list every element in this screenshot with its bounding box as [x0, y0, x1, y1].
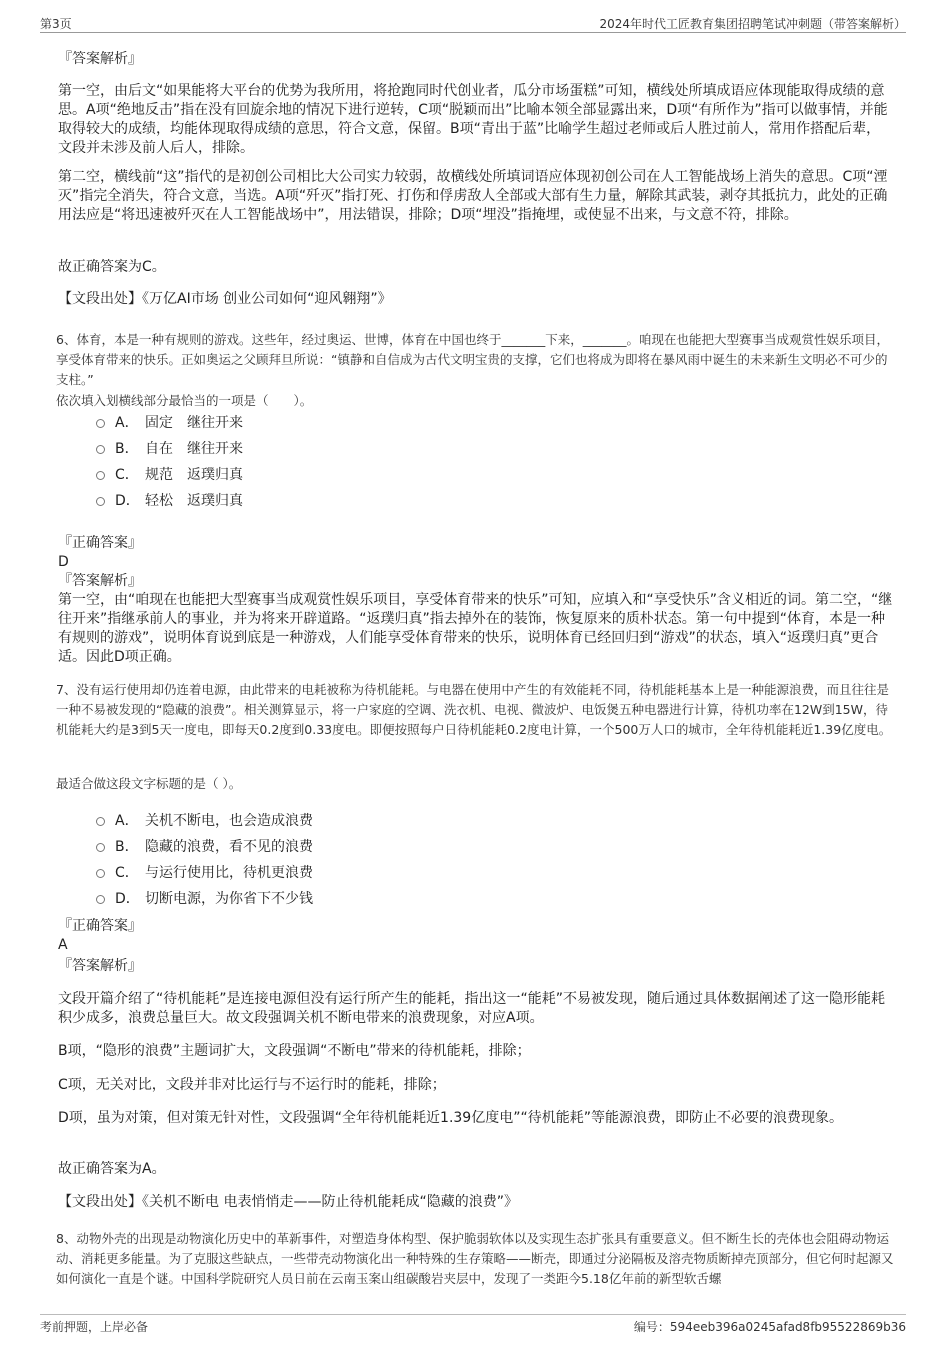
option-d[interactable]: D． 切断电源，为你省下不少钱 [96, 886, 313, 912]
analysis-paragraph: B项，“隐形的浪费”主题词扩大，文段强调“不断电”带来的待机能耗，排除； [58, 1043, 531, 1059]
correct-answer-label: 『正确答案』 [58, 918, 142, 934]
option-b[interactable]: B． 隐藏的浪费，看不见的浪费 [96, 834, 313, 860]
analysis-paragraph: D项，虽为对策，但对策无针对性，文段强调“全年待机能耗近1.39亿度电”“待机能耗”等能源浪费，即防止不必要的浪费现象。 [58, 1110, 843, 1126]
page-footer [40, 1314, 906, 1334]
option-c[interactable]: C． 与运行使用比，待机更浪费 [96, 860, 313, 886]
source-citation: 【文段出处】《关机不断电 电表悄悄走——防止待机能耗成“隐藏的浪费”》 [58, 1194, 518, 1210]
footer-slogan: 考前押题，上岸必备 [40, 1320, 149, 1334]
radio-icon[interactable] [96, 497, 105, 506]
question-7-text: 7、没有运行使用却仍连着电源，由此带来的电耗被称为待机能耗。与电器在使用中产生的有效能耗不同，待机能耗基本上是一种能源浪费，而且往往是一种不易被发现的“隐藏的浪费”。相关测算显示，将一户家庭的空调、洗衣机、电视、微波炉、电饭煲五种电器进行计算，待机功率在12W到15W，待机能耗大约是3到5天一度电，即每天0.2度到0.33度电。即便按照每户日待机能耗0.2度电计算，一个500万人口的城市，全年待机能耗近1.39亿度电。 [56, 682, 892, 737]
source-citation: 【文段出处】《万亿AI市场 创业公司如何“迎风翱翔”》 [58, 291, 392, 307]
page-number: 第3页 [40, 17, 72, 31]
question-6-prompt: 依次填入划横线部分最恰当的一项是（ ）。 [56, 393, 313, 408]
analysis-paragraph: 第一空，由后文“如果能将大平台的优势为我所用，将抢跑同时代创业者，瓜分市场蛋糕”可知，横线处所填成语应体现能取得成绩的意思。A项“绝地反击”指在没有回旋余地的情况下进行逆转，C项“脱颖而出”比喻本领全部显露出来，D项“有所作为”指可以做事情，并能取得较大的成绩，均能体现取得成绩的意思，符合文意，保留。B项“青出于蓝”比喻学生超过老师或后人胜过前人，常用作搭配后辈，文段并未涉及前人后人，排除。 [58, 83, 888, 156]
document-code: 编号：594eeb396a0245afad8fb95522869b36 [633, 1320, 906, 1334]
radio-icon[interactable] [96, 869, 105, 878]
radio-icon[interactable] [96, 445, 105, 454]
analysis-label: 『答案解析』 [58, 51, 142, 67]
option-a[interactable]: A． 固定 继往开来 [96, 410, 243, 436]
radio-icon[interactable] [96, 817, 105, 826]
question-6-options [96, 410, 243, 514]
question-7-prompt: 最适合做这段文字标题的是（ ）。 [56, 776, 242, 791]
question-7-options [96, 808, 313, 912]
option-b[interactable]: B． 自在 继往开来 [96, 436, 243, 462]
correct-answer: A [58, 937, 68, 953]
page-header [40, 12, 906, 33]
answer-conclusion: 故正确答案为C。 [58, 259, 166, 275]
correct-answer-label: 『正确答案』 [58, 535, 142, 551]
radio-icon[interactable] [96, 471, 105, 480]
analysis-paragraph: 第二空，横线前“这”指代的是初创公司相比大公司实力较弱，故横线处所填词语应体现初创公司在人工智能战场上消失的意思。C项“湮灭”指完全消失，符合文意，当选。A项“歼灭”指打死、打伤和俘虏敌人全部或大部有生力量，解除其武装，剥夺其抵抗力，此处的正确用法应是“将迅速被歼灭在人工智能战场中”，用法错误，排除；D项“埋没”指掩埋，或使显不出来，与文意不符，排除。 [58, 169, 888, 223]
analysis-paragraph: 文段开篇介绍了“待机能耗”是连接电源但没有运行所产生的能耗，指出这一“能耗”不易被发现，随后通过具体数据阐述了这一隐形能耗积少成多，浪费总量巨大。故文段强调关机不断电带来的浪费现象，对应A项。 [58, 991, 886, 1026]
analysis-label: 『答案解析』 [58, 573, 142, 589]
radio-icon[interactable] [96, 895, 105, 904]
option-a[interactable]: A． 关机不断电，也会造成浪费 [96, 808, 313, 834]
analysis-paragraph: C项，无关对比，文段并非对比运行与不运行时的能耗，排除； [58, 1077, 446, 1093]
option-d[interactable]: D． 轻松 返璞归真 [96, 488, 243, 514]
answer-conclusion: 故正确答案为A。 [58, 1161, 166, 1177]
radio-icon[interactable] [96, 843, 105, 852]
question-8-text: 8、动物外壳的出现是动物演化历史中的革新事件，对塑造身体构型、保护脆弱软体以及实现生态扩张具有重要意义。但不断生长的壳体也会阻碍动物运动、消耗更多能量。为了克服这些缺点，一些带壳动物演化出一种特殊的生存策略——断壳，即通过分泌隔板及溶壳物质断掉壳顶部分，但它何时起源又如何演化一直是个谜。中国科学院研究人员日前在云南玉案山组碳酸岩夹层中，发现了一类距今5.18亿年前的新型软舌螺 [56, 1231, 894, 1286]
correct-answer: D [58, 554, 69, 570]
analysis-label: 『答案解析』 [58, 958, 142, 974]
analysis-paragraph: 第一空，由“咱现在也能把大型赛事当成观赏性娱乐项目，享受体育带来的快乐”可知，应填入和“享受快乐”含义相近的词。第二空，“继往开来”指继承前人的事业，并为将来开辟道路。“返璞归真”指去掉外在的装饰，恢复原来的质朴状态。第一句中提到“体育，本是一种有规则的游戏”，说明体育说到底是一种游戏，人们能享受体育带来的快乐，说明体育已经回归到“游戏”的状态，填入“返璞归真”更合适。因此D项正确。 [58, 592, 893, 665]
radio-icon[interactable] [96, 419, 105, 428]
document-title: 2024年时代工匠教育集团招聘笔试冲刺题（带答案解析） [599, 17, 906, 31]
option-c[interactable]: C． 规范 返璞归真 [96, 462, 243, 488]
question-6-text: 6、体育，本是一种有规则的游戏。这些年，经过奥运、世博，体育在中国也终于_______下来，_______。咱现在也能把大型赛事当成观赏性娱乐项目，享受体育带来的快乐。正如奥运之父顾拜旦所说：“镇静和自信成为古代文明宝贵的支撑，它们也将成为即将在暴风雨中诞生的未来新生文明必不可少的支柱。” [56, 332, 889, 387]
